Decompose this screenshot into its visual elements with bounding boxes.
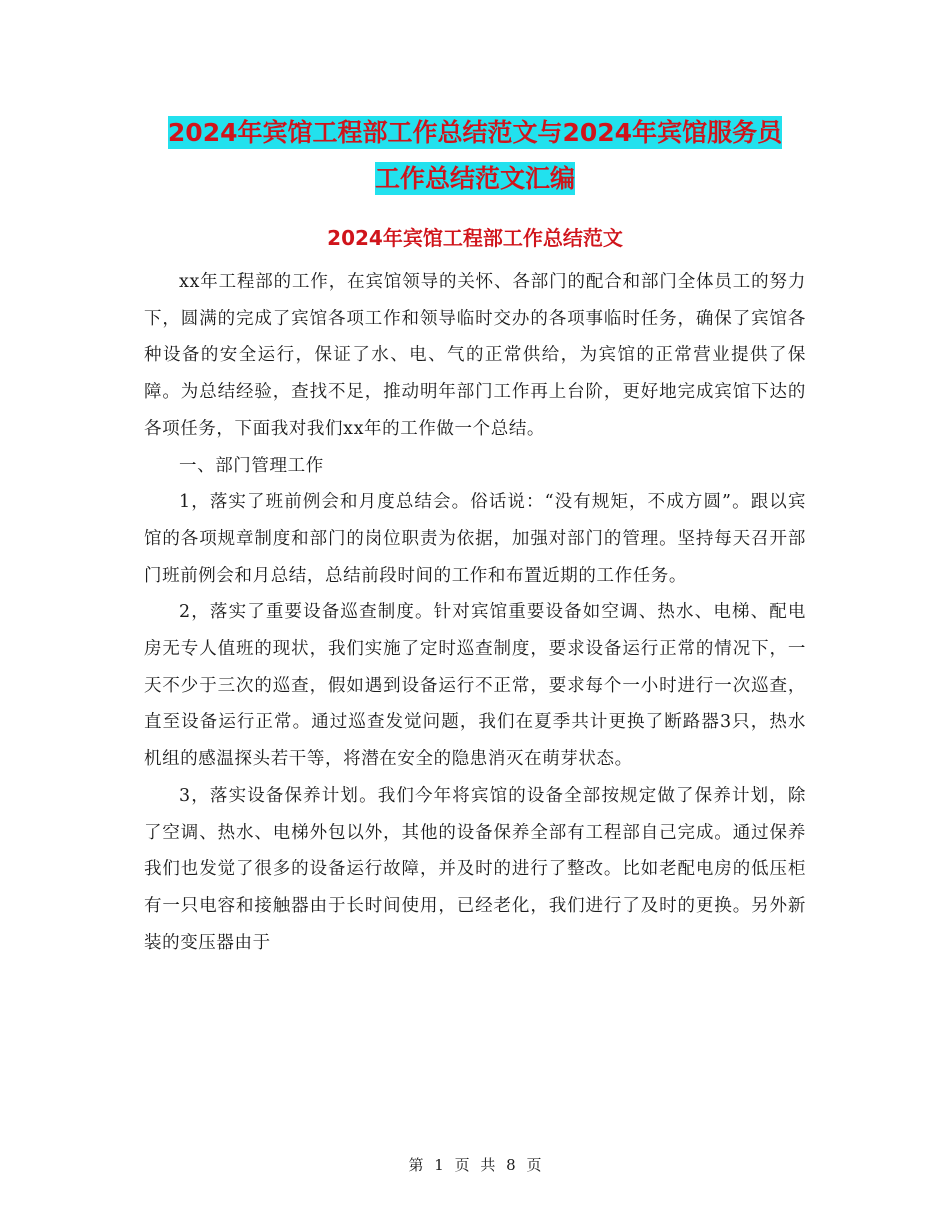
paragraph-heading-dept-management: 一、部门管理工作 — [179, 455, 324, 476]
document-title — [100, 110, 850, 202]
page-footer: 第 1 页 共 8 页 — [408, 1156, 542, 1174]
document-title-line2: 工作总结范文汇编 — [374, 164, 575, 193]
paragraph-item-1: 1，落实了班前例会和月度总结会。俗话说：“没有规矩，不成方圆”。跟以宾馆的各项规章制度和部门的岗位职责为依据，加强对部门的管理。坚持每天召开部门班前例会和月总结，总结前段时间的工作和布置近期的工作任务。 — [144, 492, 806, 586]
paragraph-item-3: 3，落实设备保养计划。我们今年将宾馆的设备全部按规定做了保养计划，除了空调、热水、电梯外包以外，其他的设备保养全部有工程部自己完成。通过保养我们也发觉了很多的设备运行故障，并及时的进行了整改。比如老配电房的低压柜有一只电容和接触器由于长时间使用，已经老化，我们进行了及时的更换。另外新装的变压器由于 — [144, 785, 806, 953]
document-body — [144, 264, 806, 961]
paragraph-intro: xx年工程部的工作，在宾馆领导的关怀、各部门的配合和部门全体员工的努力下，圆满的完成了宾馆各项工作和领导临时交办的各项事临时任务，确保了宾馆各种设备的安全运行，保证了水、电、气的正常供给，为宾馆的正常营业提供了保障。为总结经验，查找不足，推动明年部门工作再上台阶，更好地完成宾馆下达的各项任务，下面我对我们xx年的工作做一个总结。 — [144, 272, 806, 439]
section-title: 2024年宾馆工程部工作总结范文 — [327, 226, 623, 250]
document-title-line1: 2024年宾馆工程部工作总结范文与2024年宾馆服务员 — [167, 118, 783, 147]
paragraph-item-2: 2，落实了重要设备巡查制度。针对宾馆重要设备如空调、热水、电梯、配电房无专人值班的现状，我们实施了定时巡查制度，要求设备运行正常的情况下，一天不少于三次的巡查，假如遇到设备运行不正常，要求每个一小时进行一次巡查，直至设备运行正常。通过巡查发觉问题，我们在夏季共计更换了断路器3只，热水机组的感温探头若干等，将潜在安全的隐患消灭在萌芽状态。 — [144, 602, 806, 770]
